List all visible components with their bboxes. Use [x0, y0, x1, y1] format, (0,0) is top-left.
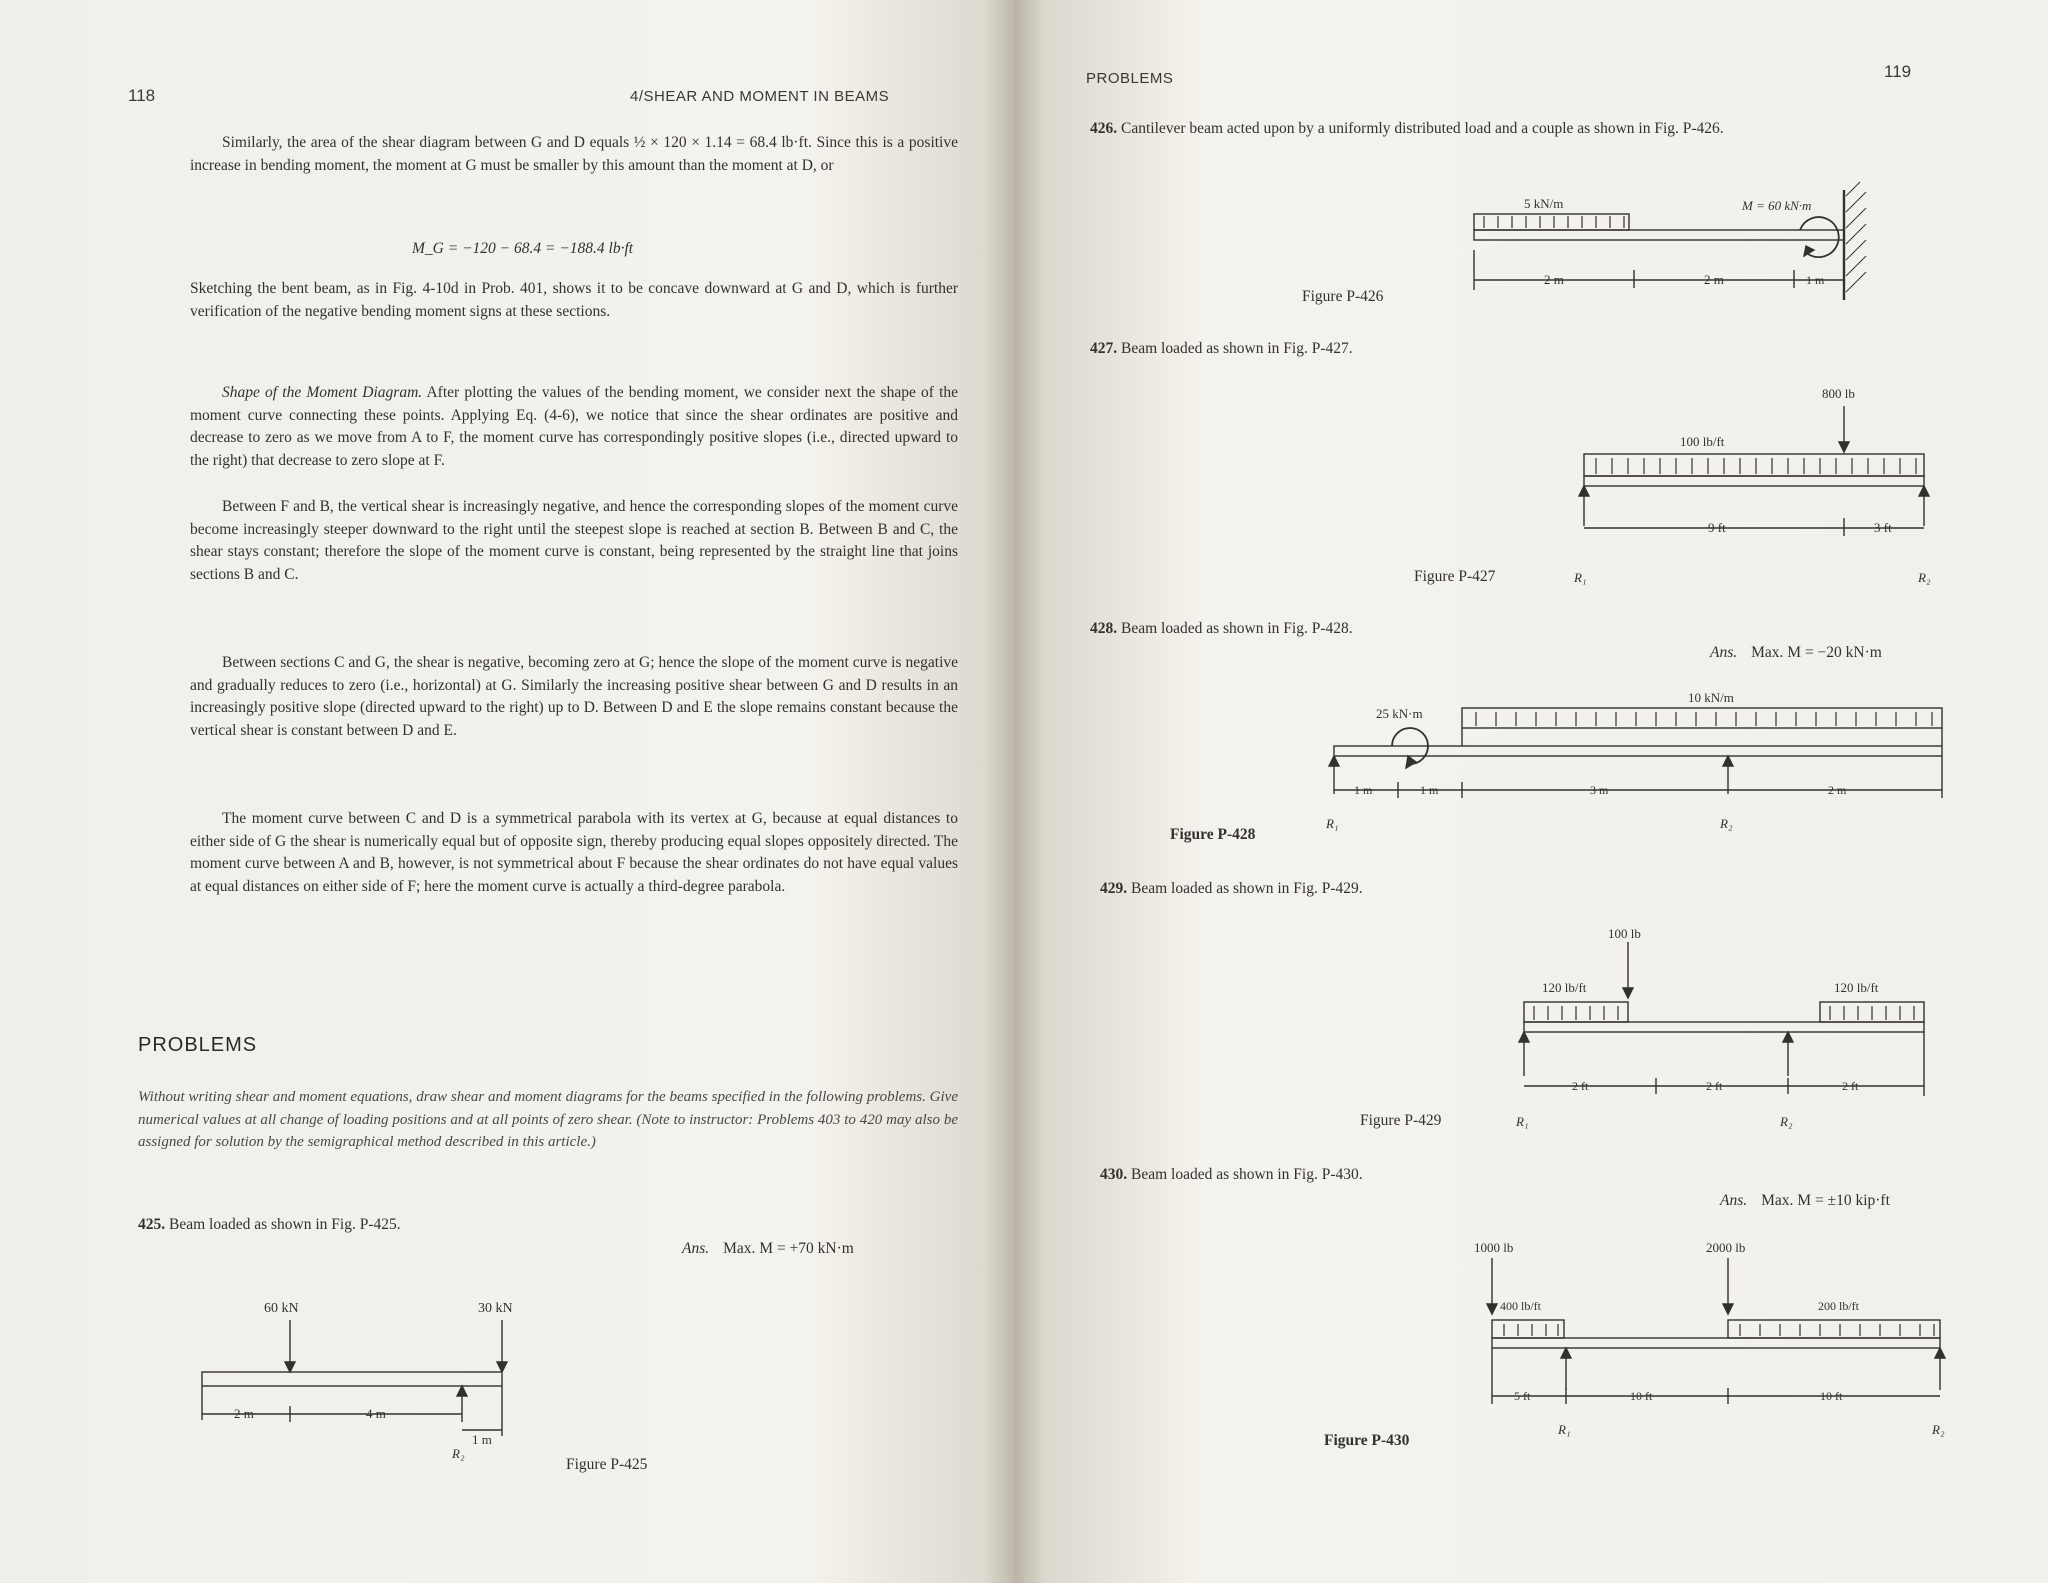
- load-label: 60 kN: [264, 1301, 299, 1316]
- couple-label: 25 kN·m: [1376, 706, 1423, 721]
- dimension-label: 10 ft: [1630, 1389, 1653, 1403]
- right-page: [1014, 0, 2048, 1583]
- beam: [1492, 1338, 1940, 1348]
- reaction-label: R₂: [1720, 816, 1733, 831]
- dimension-label: 1 m: [1806, 273, 1825, 287]
- section-heading: PROBLEMS: [138, 1034, 258, 1056]
- problem-428: [1090, 620, 1353, 638]
- beam: [1524, 1022, 1924, 1032]
- problem-text: Beam loaded as shown in Fig. P-428.: [1121, 620, 1353, 637]
- problem-427: [1090, 340, 1353, 358]
- dimension-label: 4 m: [366, 1406, 386, 1421]
- running-head: PROBLEMS: [1086, 70, 1174, 87]
- paragraph-lead: Shape of the Moment Diagram.: [222, 384, 423, 401]
- problems-intro: Without writing shear and moment equations, draw shear and moment diagrams for the beams specified in the following problems. Give numerical values at all change of loading positions and at all points of zero shear. (Note to instructor: Problems 403 to 420 may also be assigned for solution by the semigraphical method described in this article.): [138, 1089, 958, 1151]
- problem-number: 427.: [1090, 340, 1118, 357]
- answer: Ans. Max. M = +70 kN·m: [682, 1240, 854, 1257]
- problem-text: Beam loaded as shown in Fig. P-425.: [169, 1216, 401, 1233]
- dimension-label: 10 ft: [1820, 1389, 1843, 1403]
- answer: Ans. Max. M = ±10 kip·ft: [1720, 1192, 1890, 1209]
- dimension-label: 2 m: [1828, 783, 1847, 797]
- problem-text: Beam loaded as shown in Fig. P-429.: [1131, 880, 1363, 897]
- dimension-label: 2 ft: [1572, 1079, 1589, 1093]
- dimension-label: 2 ft: [1706, 1079, 1723, 1093]
- dimension-label: 1 m: [1354, 783, 1373, 797]
- problem-number: 429.: [1100, 880, 1128, 897]
- load-label: 1000 lb: [1474, 1240, 1514, 1255]
- load-label: 2000 lb: [1706, 1240, 1746, 1255]
- problem-number: 426.: [1090, 120, 1118, 137]
- paragraph: Sketching the bent beam, as in Fig. 4-10d in Prob. 401, shows it to be concave downward at G and D, which is further verification of the negative bending moment signs at these sections.: [190, 280, 958, 320]
- figure-caption: Figure P-429: [1360, 1112, 1442, 1129]
- reaction-label: R₁: [1558, 1422, 1571, 1437]
- beam: [1584, 476, 1924, 486]
- paragraph: Shape of the Moment Diagram. After plotting the values of the bending moment, we consider next the shape of the moment curve connecting these points. Applying Eq. (4-6), we notice that since the shear ordinates are positive and decrease to zero as we move from A to F, the moment curve has correspondingly positive slopes (i.e., directed upward to the right) that decrease to zero slope at F.: [190, 384, 959, 469]
- dimension-label: 1 m: [472, 1432, 492, 1447]
- load-label: 100 lb: [1608, 926, 1641, 941]
- paragraph: Between sections C and G, the shear is negative, becoming zero at G; hence the slope of the moment curve is negative and gradually reduces to zero (i.e., horizontal) at G. Similarly the increasing positive shear between G and D results in an increasingly positive slope (directed upward to the right) up to D. Between D and E the slope remains constant because the vertical shear is constant between D and E.: [190, 654, 958, 739]
- dimension-label: 2 m: [1544, 272, 1564, 287]
- reaction-label: R₁: [1326, 816, 1339, 831]
- paragraph: The moment curve between C and D is a symmetrical parabola with its vertex at G, because at equal distances to either side of G the shear is numerically equal but of opposite sign, thereby producing equal slopes oppositely directed. The moment curve between A and B, however, is not symmetrical about F because the shear ordinates do not have equal values at equal distances on either side of F; here the moment curve is actually a third-degree parabola.: [190, 810, 958, 895]
- figure-caption: Figure P-427: [1414, 568, 1496, 585]
- problem-text: Beam loaded as shown in Fig. P-427.: [1121, 340, 1353, 357]
- problem-429: [1100, 880, 1363, 898]
- load-label: 5 kN/m: [1524, 196, 1564, 211]
- load-label: 400 lb/ft: [1500, 1299, 1541, 1313]
- problem-430: [1100, 1166, 1363, 1184]
- page-number: 119: [1884, 62, 1912, 81]
- figure-p427: [1574, 376, 1954, 596]
- figure-p430: [1474, 1238, 1954, 1468]
- reaction-label: R₂: [452, 1446, 465, 1461]
- dimension-label: 2 m: [234, 1406, 254, 1421]
- dimension-label: 2 m: [1704, 272, 1724, 287]
- problem-426: [1090, 118, 1970, 140]
- load-label: 120 lb/ft: [1542, 980, 1587, 995]
- problem-number: 430.: [1100, 1166, 1128, 1183]
- problem-number: 425.: [138, 1216, 166, 1233]
- paragraph: Similarly, the area of the shear diagram between G and D equals ½ × 120 × 1.14 = 68.4 lb·ft. Since this is a positive increase in bending moment, the moment at G must be smaller by this amount than the moment at D, or: [190, 134, 958, 174]
- reaction-label: R₂: [1932, 1422, 1945, 1437]
- couple-label: M = 60 kN·m: [1742, 198, 1812, 213]
- reaction-label: R₁: [1574, 570, 1587, 585]
- figure-p425: [190, 1290, 550, 1510]
- problem-425: [138, 1216, 401, 1234]
- figure-caption: Figure P-425: [566, 1456, 648, 1473]
- dimension-label: 5 ft: [1514, 1389, 1531, 1403]
- reaction-label: R₂: [1918, 570, 1931, 585]
- left-page: [0, 0, 1014, 1583]
- load-label: 200 lb/ft: [1818, 1299, 1859, 1313]
- page-number: 118: [128, 86, 156, 105]
- beam: [1474, 230, 1844, 240]
- figure-p426: [1454, 190, 1914, 310]
- dimension-label: 3 m: [1590, 783, 1609, 797]
- figure-caption: Figure P-430: [1324, 1432, 1410, 1449]
- paragraph: Between F and B, the vertical shear is increasingly negative, and hence the corresponding slopes of the moment curve become increasingly steeper downward to the right until the steepest slope is reached at section B. Between B and C, the shear stays constant; therefore the slope of the moment curve is constant, being represented by the straight line that joins sections B and C.: [190, 498, 958, 583]
- dimension-label: 2 ft: [1842, 1079, 1859, 1093]
- answer: Ans. Max. M = −20 kN·m: [1710, 644, 1882, 661]
- reaction-label: R₂: [1780, 1114, 1793, 1129]
- figure-caption: Figure P-426: [1302, 288, 1384, 305]
- figure-p429: [1516, 926, 1956, 1140]
- load-label: 120 lb/ft: [1834, 980, 1879, 995]
- beam: [202, 1372, 502, 1386]
- problem-number: 428.: [1090, 620, 1118, 637]
- dimension-label: 1 m: [1420, 783, 1439, 797]
- load-label: 30 kN: [478, 1301, 513, 1316]
- problem-text: Cantilever beam acted upon by a uniformly distributed load and a couple as shown in Fig. P-426.: [1121, 120, 1724, 137]
- figure-caption: Figure P-428: [1170, 826, 1256, 843]
- dimension-label: 3 ft: [1874, 520, 1892, 535]
- load-label: 10 kN/m: [1688, 690, 1734, 705]
- figure-p428: [1326, 686, 1962, 836]
- problem-text: Beam loaded as shown in Fig. P-430.: [1131, 1166, 1363, 1183]
- load-label: 100 lb/ft: [1680, 434, 1725, 449]
- dimension-label: 9 ft: [1708, 520, 1726, 535]
- equation: M_G = −120 − 68.4 = −188.4 lb·ft: [412, 240, 634, 257]
- running-head: 4/SHEAR AND MOMENT IN BEAMS: [630, 88, 890, 105]
- load-label: 800 lb: [1822, 386, 1855, 401]
- reaction-label: R₁: [1516, 1114, 1529, 1129]
